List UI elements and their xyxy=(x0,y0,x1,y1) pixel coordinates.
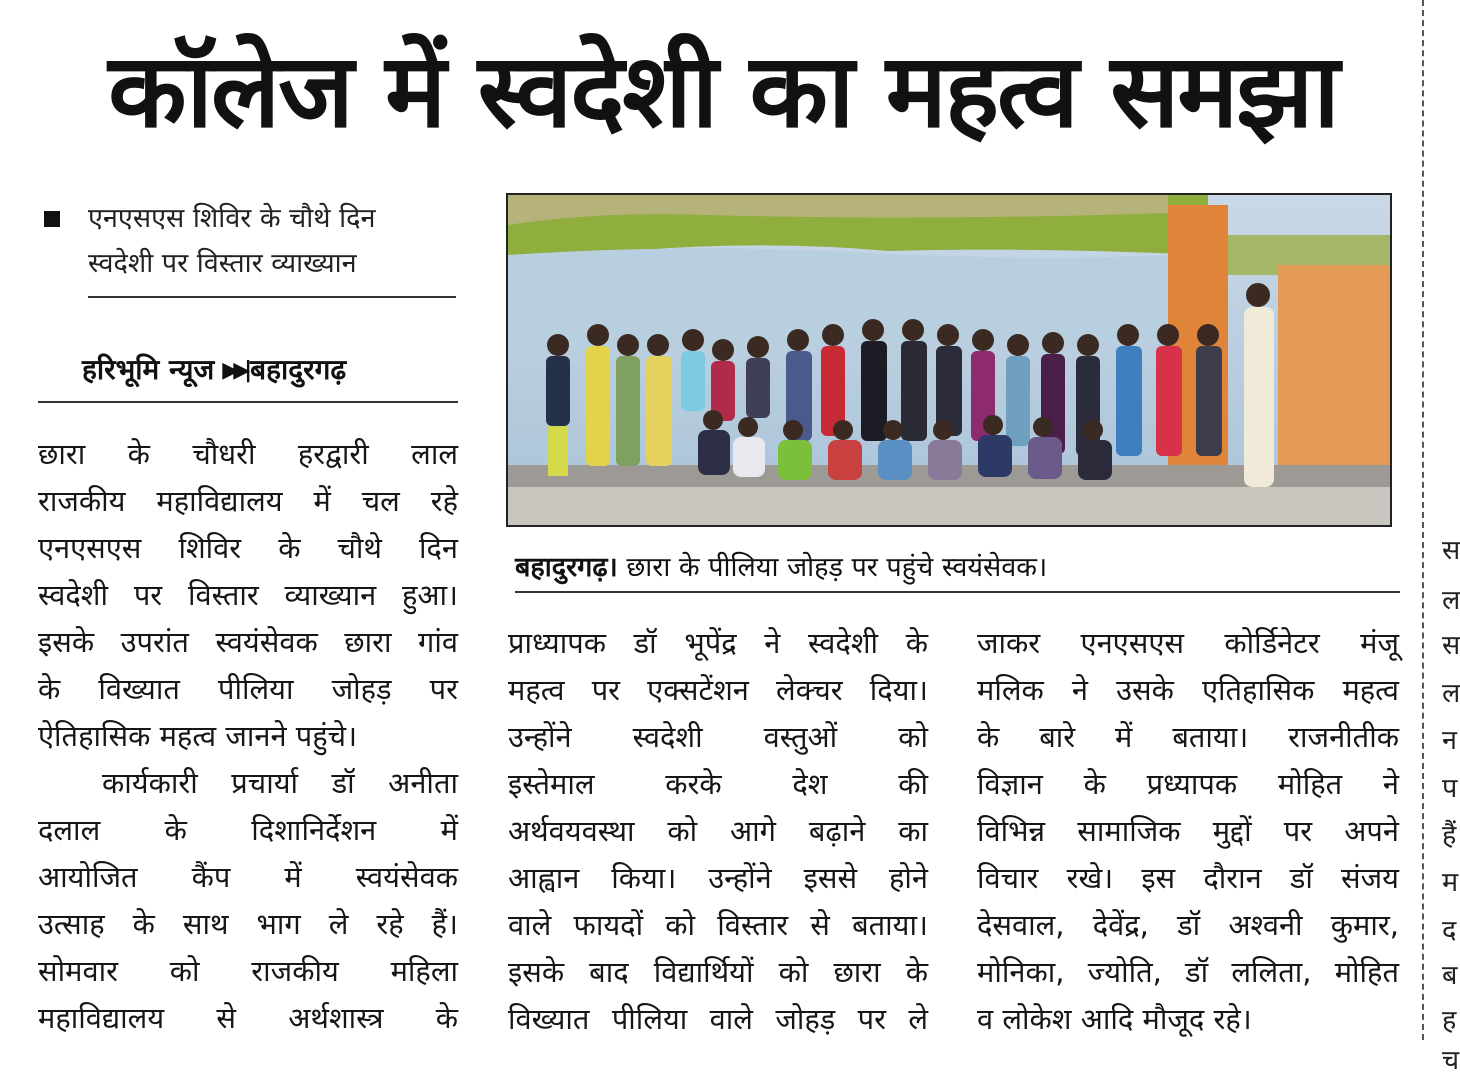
body-line: स्वदेशी पर विस्तार व्याख्यान हुआ। xyxy=(38,578,458,612)
double-arrow-icon: ▶▶| xyxy=(222,358,247,383)
body-line: जाकर एनएसएस कोर्डिनेटर मंजू xyxy=(977,626,1399,660)
article-column-2 xyxy=(508,620,928,1043)
body-line: विख्यात पीलिया वाले जोहड़ पर ले xyxy=(508,1002,928,1036)
body-line: सोमवार को राजकीय महिला xyxy=(38,954,458,988)
body-line: कार्यकारी प्रचार्या डॉ अनीता xyxy=(102,766,458,800)
body-line: एनएसएस शिविर के चौथे दिन xyxy=(38,531,458,565)
edge-fragment: ह xyxy=(1442,1005,1457,1036)
body-line: मलिक ने उसके एतिहासिक महत्व xyxy=(977,673,1399,707)
article-column-3 xyxy=(977,620,1399,1043)
body-line: आह्वान किया। उन्होंने इससे होने xyxy=(508,861,928,895)
body-line: इस्तेमाल करके देश की xyxy=(508,767,928,801)
body-line: ऐतिहासिक महत्व जानने पहुंचे। xyxy=(38,719,358,753)
edge-fragment: ब xyxy=(1442,960,1458,991)
body-line: देसवाल, देवेंद्र, डॉ अश्वनी कुमार, xyxy=(977,908,1399,942)
body-line: दलाल के दिशानिर्देशन में xyxy=(38,813,458,847)
body-line: व लोकेश आदि मौजूद रहे। xyxy=(977,1002,1252,1036)
body-line: मोनिका, ज्योति, डॉ ललिता, मोहित xyxy=(977,955,1399,989)
body-line: महत्व पर एक्सटेंशन लेक्चर दिया। xyxy=(508,673,928,707)
subhead-line: स्वदेशी पर विस्तार व्याख्यान xyxy=(88,248,357,279)
caption-place: बहादुरगढ़। xyxy=(515,552,618,583)
edge-fragment: च xyxy=(1442,1045,1460,1076)
caption-divider xyxy=(515,591,1400,593)
body-line: के विख्यात पीलिया जोहड़ पर xyxy=(38,672,458,706)
body-line: छारा के चौधरी हरद्वारी लाल xyxy=(38,437,458,471)
edge-fragment: ल xyxy=(1442,585,1460,616)
byline-source: हरिभूमि न्यूज xyxy=(82,353,215,386)
headline: कॉलेज में स्वदेशी का महत्व समझा xyxy=(108,32,1338,151)
body-line: विचार रखे। इस दौरान डॉ संजय xyxy=(977,861,1399,895)
group-photo-illustration xyxy=(508,195,1390,525)
subhead-divider xyxy=(88,296,456,298)
body-line: उत्साह के साथ भाग ले रहे हैं। xyxy=(38,907,458,941)
edge-fragment: स xyxy=(1442,535,1460,566)
body-line: प्राध्यापक डॉ भूपेंद्र ने स्वदेशी के xyxy=(508,626,928,660)
bullet-square-icon xyxy=(44,211,60,227)
body-line: इसके बाद विद्यार्थियों को छारा के xyxy=(508,955,928,989)
edge-fragment: न xyxy=(1442,725,1457,756)
news-photo xyxy=(506,193,1392,527)
body-line: राजकीय महाविद्यालय में चल रहे xyxy=(38,484,458,518)
caption-text: छारा के पीलिया जोहड़ पर पहुंचे स्वयंसेवक। xyxy=(626,552,1048,583)
byline xyxy=(82,345,346,395)
body-line: वाले फायदों को विस्तार से बताया। xyxy=(508,908,928,942)
body-line: के बारे में बताया। राजनीतीक xyxy=(977,720,1399,754)
adjacent-article-edge xyxy=(1420,0,1460,1080)
body-line: महाविद्यालय से अर्थशास्त्र के xyxy=(38,1001,458,1035)
body-line: विभिन्न सामाजिक मुद्दों पर अपने xyxy=(977,814,1399,848)
body-line: इसके उपरांत स्वयंसेवक छारा गांव xyxy=(38,625,458,659)
edge-fragment: हैं xyxy=(1442,820,1457,851)
body-line: उन्होंने स्वदेशी वस्तुओं को xyxy=(508,720,928,754)
edge-fragment: प xyxy=(1442,773,1458,804)
body-line: अर्थवयवस्था को आगे बढ़ाने का xyxy=(508,814,928,848)
edge-fragment: द xyxy=(1442,915,1457,946)
byline-divider xyxy=(38,401,458,403)
edge-fragment: स xyxy=(1442,630,1460,661)
body-line: आयोजित कैंप में स्वयंसेवक xyxy=(38,860,458,894)
byline-place: बहादुरगढ़ xyxy=(250,353,347,386)
edge-fragment: ल xyxy=(1442,678,1460,709)
photo-caption xyxy=(515,546,1400,590)
edge-fragment: म xyxy=(1442,867,1459,898)
article-column-1 xyxy=(38,431,458,1042)
subhead-line: एनएसएस शिविर के चौथे दिन xyxy=(88,203,376,234)
subhead xyxy=(40,196,460,286)
body-line: विज्ञान के प्रध्यापक मोहित ने xyxy=(977,767,1399,801)
column-divider xyxy=(1422,0,1424,1040)
